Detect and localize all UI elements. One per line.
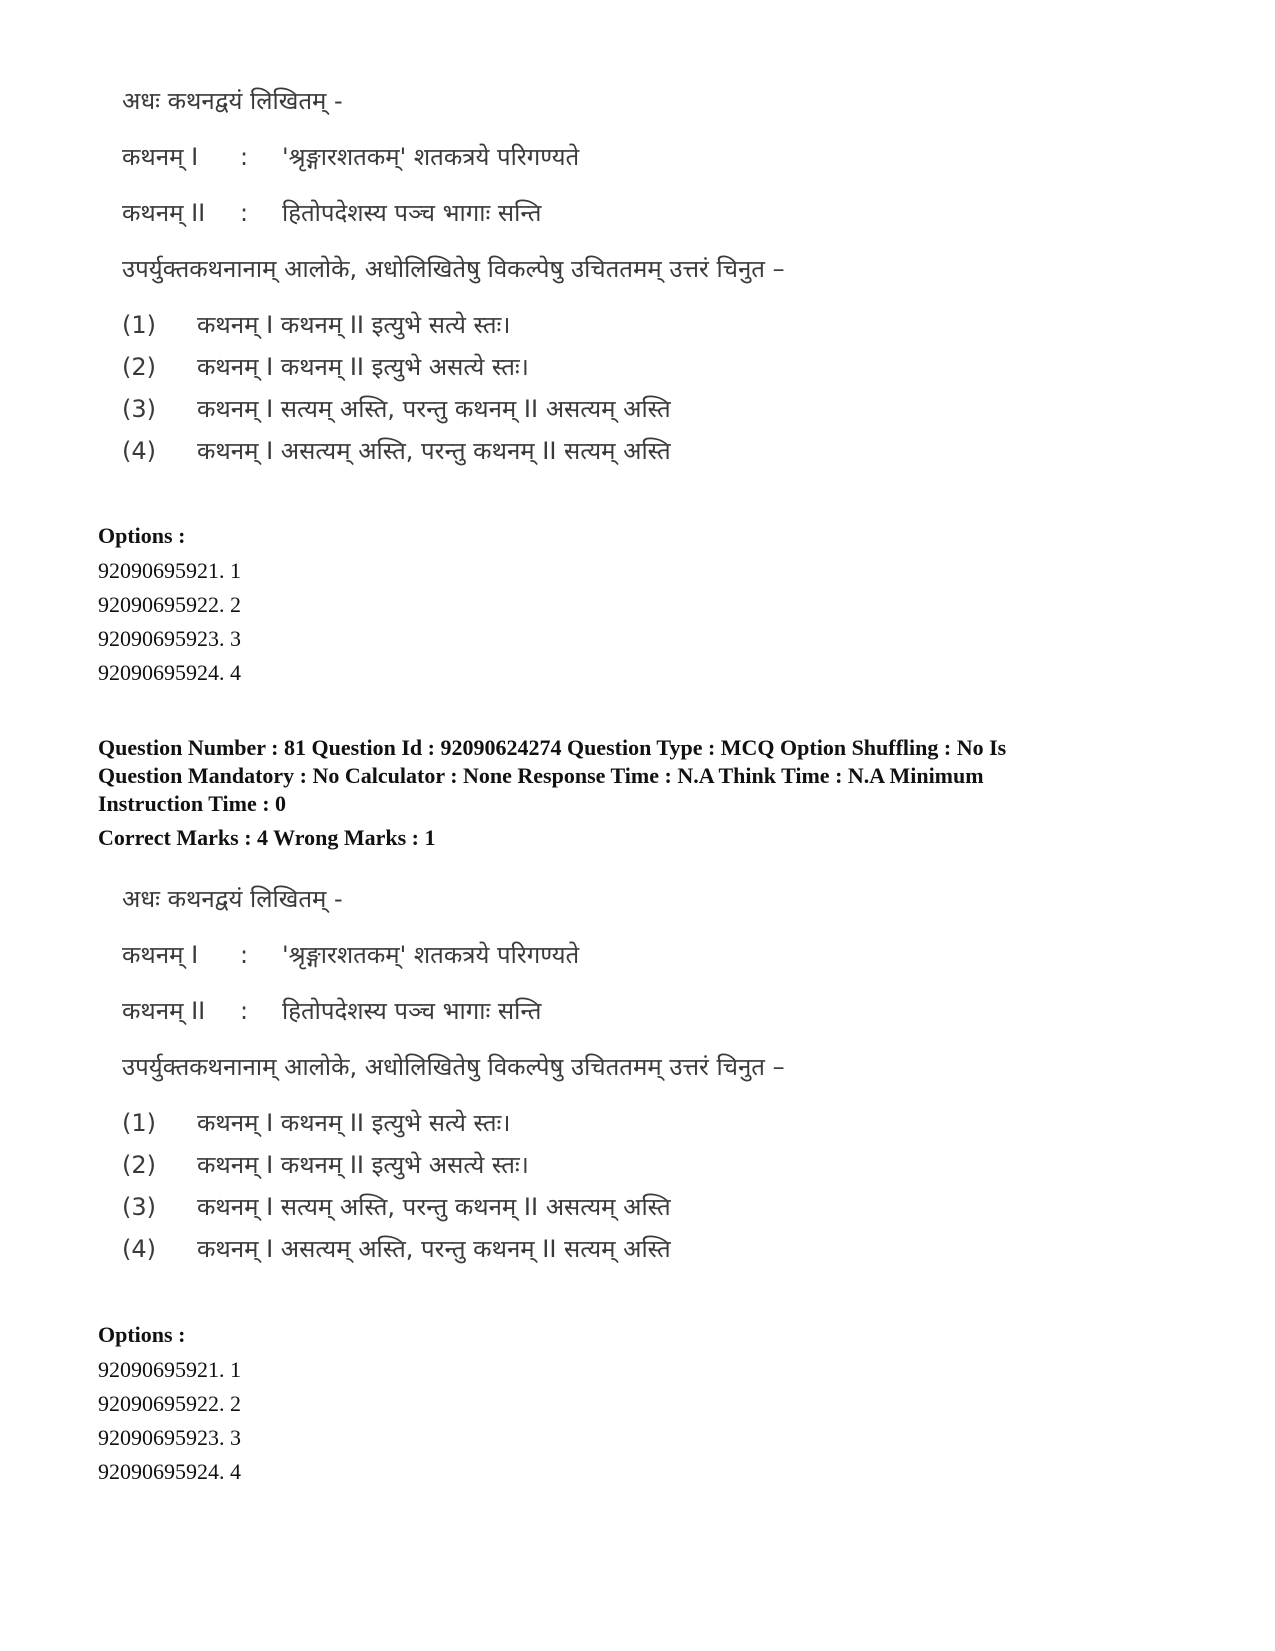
choice-3 <box>122 392 671 425</box>
choice-text: कथनम् I असत्यम् अस्ति, परन्तु कथनम् II सत्यम् अस्ति <box>197 437 671 465</box>
choice-1 <box>122 308 511 341</box>
statement-text: हितोपदेशस्य पञ्च भागाः सन्ति <box>282 199 542 227</box>
choice-text: कथनम् I सत्यम् अस्ति, परन्तु कथनम् II असत्यम् अस्ति <box>197 1193 671 1221</box>
option-item: 92090695923. 3 <box>98 1425 241 1450</box>
choice-3 <box>122 1190 671 1223</box>
statement-colon: : <box>240 199 249 227</box>
options-list <box>98 1353 241 1489</box>
intro-line: अधः कथनद्वयं लिखितम् - <box>122 885 343 913</box>
choice-number: (2) <box>122 1151 156 1179</box>
option-item: 92090695924. 4 <box>98 1459 241 1484</box>
choice-number: (3) <box>122 1193 156 1221</box>
instruction-line: उपर्युक्तकथनानाम् आलोके, अधोलिखितेषु विकल्पेषु उचिततमम् उत्तरं चिनुत – <box>122 1053 785 1081</box>
statement-colon: : <box>240 143 249 171</box>
options-heading: Options : <box>98 523 186 548</box>
choice-4 <box>122 434 671 467</box>
choice-text: कथनम् I कथनम् II इत्युभे असत्ये स्तः। <box>197 353 529 381</box>
statement-label: कथनम् I <box>122 143 199 171</box>
choice-2 <box>122 1148 529 1181</box>
statement-text: हितोपदेशस्य पञ्च भागाः सन्ति <box>282 997 542 1025</box>
choice-text: कथनम् I कथनम् II इत्युभे असत्ये स्तः। <box>197 1151 529 1179</box>
intro-line: अधः कथनद्वयं लिखितम् - <box>122 87 343 115</box>
option-item: 92090695924. 4 <box>98 660 241 685</box>
options-heading: Options : <box>98 1322 186 1347</box>
statement-label: कथनम् I <box>122 941 199 969</box>
statement-label: कथनम् II <box>122 199 206 227</box>
question-meta-line: Question Mandatory : No Calculator : None Response Time : N.A Think Time : N.A Minimum <box>98 763 984 788</box>
option-item: 92090695922. 2 <box>98 1391 241 1416</box>
statement-text: 'श्रृङ्गारशतकम्' शतकत्रये परिगण्यते <box>282 941 580 969</box>
question-meta <box>98 734 1178 852</box>
question-meta-line: Question Number : 81 Question Id : 92090624274 Question Type : MCQ Option Shuffling : No Is <box>98 735 1007 760</box>
statement-2 <box>122 196 541 229</box>
statement-colon: : <box>240 997 249 1025</box>
statement-label: कथनम् II <box>122 997 206 1025</box>
question-meta-line: Instruction Time : 0 <box>98 791 287 816</box>
choice-text: कथनम् I असत्यम् अस्ति, परन्तु कथनम् II सत्यम् अस्ति <box>197 1235 671 1263</box>
statement-2 <box>122 994 541 1027</box>
option-item: 92090695922. 2 <box>98 592 241 617</box>
option-item: 92090695921. 1 <box>98 1357 241 1382</box>
choice-number: (1) <box>122 311 156 339</box>
choice-1 <box>122 1106 511 1139</box>
options-list <box>98 554 241 690</box>
statement-colon: : <box>240 941 249 969</box>
choice-2 <box>122 350 529 383</box>
choice-text: कथनम् I कथनम् II इत्युभे सत्ये स्तः। <box>197 311 511 339</box>
choice-number: (1) <box>122 1109 156 1137</box>
instruction-line: उपर्युक्तकथनानाम् आलोके, अधोलिखितेषु विकल्पेषु उचिततमम् उत्तरं चिनुत – <box>122 255 785 283</box>
choice-number: (4) <box>122 437 156 465</box>
choice-text: कथनम् I कथनम् II इत्युभे सत्ये स्तः। <box>197 1109 511 1137</box>
marks-line: Correct Marks : 4 Wrong Marks : 1 <box>98 825 436 850</box>
statement-text: 'श्रृङ्गारशतकम्' शतकत्रये परिगण्यते <box>282 143 580 171</box>
statement-1 <box>122 140 579 173</box>
choice-number: (4) <box>122 1235 156 1263</box>
statement-1 <box>122 938 579 971</box>
option-item: 92090695923. 3 <box>98 626 241 651</box>
option-item: 92090695921. 1 <box>98 558 241 583</box>
choice-number: (3) <box>122 395 156 423</box>
choice-text: कथनम् I सत्यम् अस्ति, परन्तु कथनम् II असत्यम् अस्ति <box>197 395 671 423</box>
choice-number: (2) <box>122 353 156 381</box>
choice-4 <box>122 1232 671 1265</box>
